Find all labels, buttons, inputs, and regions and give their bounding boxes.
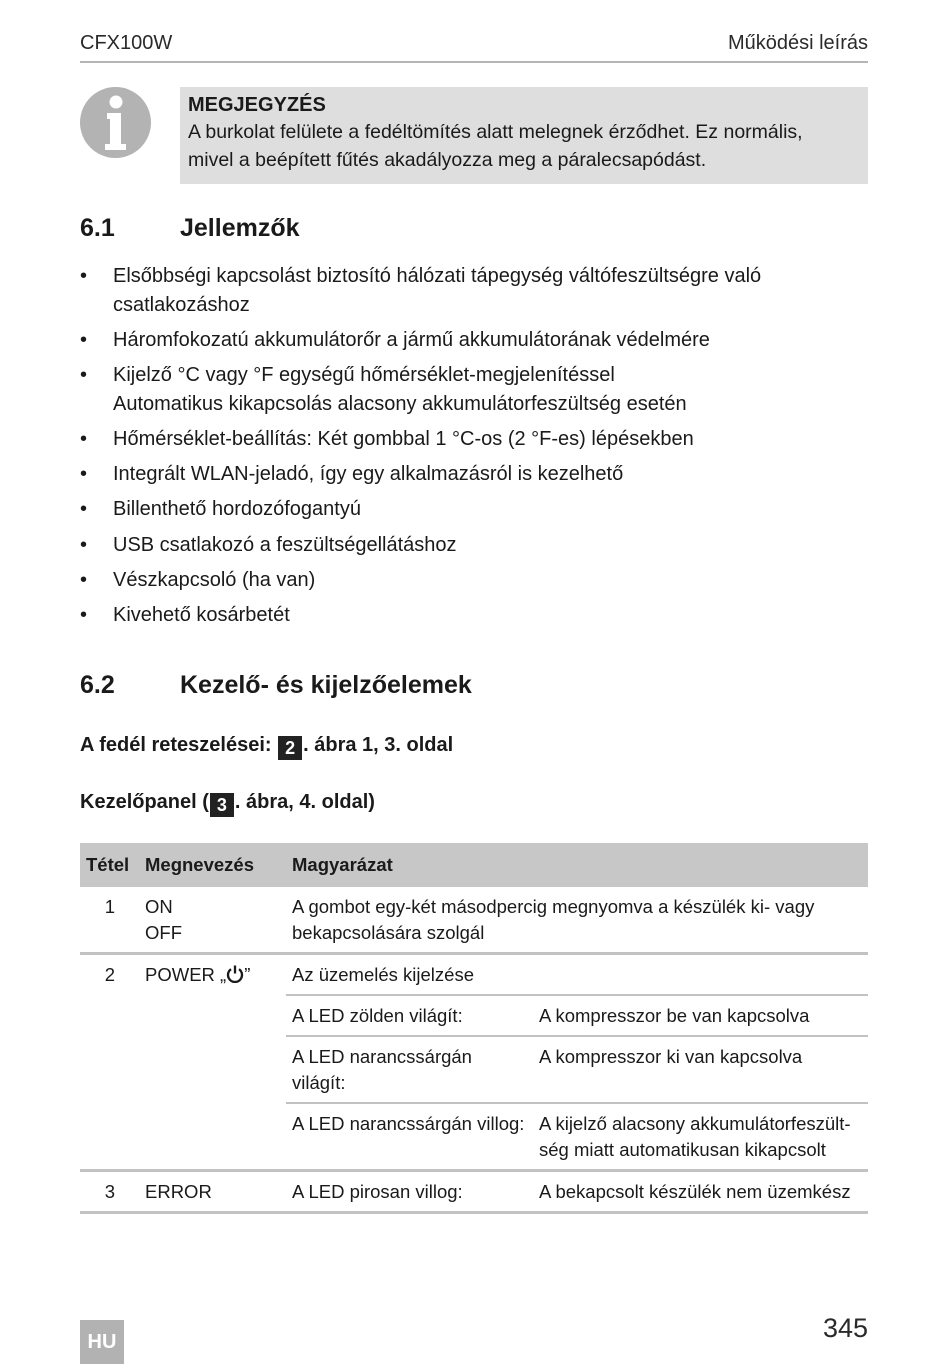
note-title: MEGJEGYZÉS bbox=[188, 94, 326, 116]
info-icon bbox=[80, 87, 151, 158]
cell-led-state: A LED zölden világít: bbox=[286, 995, 533, 1036]
list-item bbox=[80, 601, 840, 630]
bullet: • bbox=[80, 265, 88, 287]
list-item-text: Integrált WLAN-jeladó, így egy alkalmazásról is kezelhető bbox=[113, 463, 624, 486]
cell-led-state: A LED pirosan villog: bbox=[286, 1171, 533, 1213]
subheading-text: . ábra, 4. oldal) bbox=[234, 791, 375, 813]
table-header-row bbox=[80, 843, 868, 887]
cell-pos: 2 bbox=[80, 954, 139, 1171]
subheading-text: Kezelőpanel ( bbox=[80, 791, 209, 813]
cell-name bbox=[139, 954, 286, 1171]
subheading-text: A fedél reteszelései: bbox=[80, 734, 278, 756]
list-item-text: Automatikus kikapcsolás alacsony akkumulátorfeszültség esetén bbox=[113, 392, 687, 415]
section-title: Jellemzők bbox=[180, 214, 300, 242]
figure-number-box: 2 bbox=[278, 736, 302, 760]
header-model: CFX100W bbox=[80, 32, 173, 54]
note-box bbox=[180, 87, 868, 184]
cell-desc: A gombot egy-két másodpercig megnyomva a készülék ki- vagy bekapcsolására szolgál bbox=[292, 896, 815, 943]
section-title: Kezelő- és kijelzőelemek bbox=[180, 671, 472, 699]
section-number: 6.1 bbox=[80, 214, 115, 242]
bullet: • bbox=[80, 533, 88, 556]
list-item bbox=[80, 361, 840, 418]
cell-name bbox=[139, 887, 286, 954]
cell-name: ERROR bbox=[139, 1171, 286, 1213]
bullet: • bbox=[80, 364, 88, 387]
cell-led-meaning: A kijelző alacsony akkumulátorfeszült-ség miatt automatikusan kikapcsolt bbox=[533, 1103, 868, 1171]
section-6-2-heading bbox=[80, 671, 472, 700]
lid-latch-subheading bbox=[80, 734, 453, 760]
cell-pos: 3 bbox=[80, 1171, 139, 1213]
name-text: POWER „ bbox=[145, 964, 227, 985]
bullet: • bbox=[80, 604, 88, 627]
note-text-line1: A burkolat felülete a fedéltömítés alatt melegnek érződhet. Ez normális, bbox=[188, 121, 803, 143]
page-number: 345 bbox=[822, 1313, 868, 1343]
cell-pos: 1 bbox=[104, 896, 115, 917]
power-icon bbox=[226, 964, 244, 990]
page-header bbox=[80, 30, 868, 63]
control-panel-subheading bbox=[80, 791, 375, 817]
list-item bbox=[80, 460, 840, 489]
subheading-text: . ábra 1, 3. oldal bbox=[303, 734, 454, 756]
controls-table bbox=[80, 843, 868, 1214]
cell-led-meaning: A kompresszor ki van kapcsolva bbox=[533, 1036, 868, 1103]
header-name: Megnevezés bbox=[139, 843, 286, 887]
bullet: • bbox=[80, 569, 88, 592]
list-item-text: Vészkapcsoló (ha van) bbox=[113, 569, 316, 592]
cell-led-meaning: A bekapcsolt készülék nem üzemkész bbox=[533, 1171, 868, 1213]
table-row bbox=[80, 1171, 868, 1213]
section-6-1-heading bbox=[80, 214, 300, 243]
list-item bbox=[80, 495, 840, 524]
header-doc-title: Működési leírás bbox=[727, 32, 868, 54]
name-text: ” bbox=[244, 964, 251, 985]
bullet: • bbox=[80, 463, 88, 486]
name-off: OFF bbox=[145, 922, 182, 943]
feature-list bbox=[80, 262, 840, 637]
cell-led-state: A LED narancssárgán villog: bbox=[286, 1103, 533, 1171]
list-item bbox=[80, 262, 840, 319]
list-item-text: USB csatlakozó a feszültségellátáshoz bbox=[113, 533, 457, 556]
list-item-text: Billenthető hordozófogantyú bbox=[113, 498, 361, 521]
note-text bbox=[188, 118, 860, 174]
header-desc: Magyarázat bbox=[286, 843, 868, 887]
cell-led-state: A LED narancssárgán világít: bbox=[286, 1036, 533, 1103]
list-item-text: csatlakozáshoz bbox=[113, 293, 250, 316]
list-item-text: Hőmérséklet-beállítás: Két gombbal 1 °C-os (2 °F-es) lépésekben bbox=[113, 427, 694, 450]
cell-desc: Az üzemelés kijelzése bbox=[286, 954, 868, 996]
list-item bbox=[80, 531, 840, 560]
list-item bbox=[80, 425, 840, 454]
cell-led-meaning: A kompresszor be van kapcsolva bbox=[533, 995, 868, 1036]
note-text-line2: mivel a beépített fűtés akadályozza meg a páralecsapódást. bbox=[188, 149, 707, 171]
list-item-text: Háromfokozatú akkumulátorőr a jármű akkumulátorának védelmére bbox=[113, 328, 710, 351]
language-tab: HU bbox=[80, 1320, 124, 1364]
name-on: ON bbox=[145, 896, 173, 917]
list-item-text: Elsőbbségi kapcsolást biztosító hálózati tápegység váltófeszültségre való bbox=[113, 265, 762, 287]
section-number: 6.2 bbox=[80, 671, 115, 699]
table-row bbox=[80, 887, 868, 954]
bullet: • bbox=[80, 427, 88, 450]
list-item bbox=[80, 566, 840, 595]
bullet: • bbox=[80, 328, 88, 351]
table-row bbox=[80, 954, 868, 996]
list-item-text: Kijelző °C vagy °F egységű hőmérséklet-megjelenítéssel bbox=[113, 364, 615, 387]
figure-number-box: 3 bbox=[210, 793, 234, 817]
header-pos: Tétel bbox=[80, 843, 139, 887]
list-item bbox=[80, 326, 840, 355]
bullet: • bbox=[80, 498, 88, 521]
list-item-text: Kivehető kosárbetét bbox=[113, 604, 290, 627]
